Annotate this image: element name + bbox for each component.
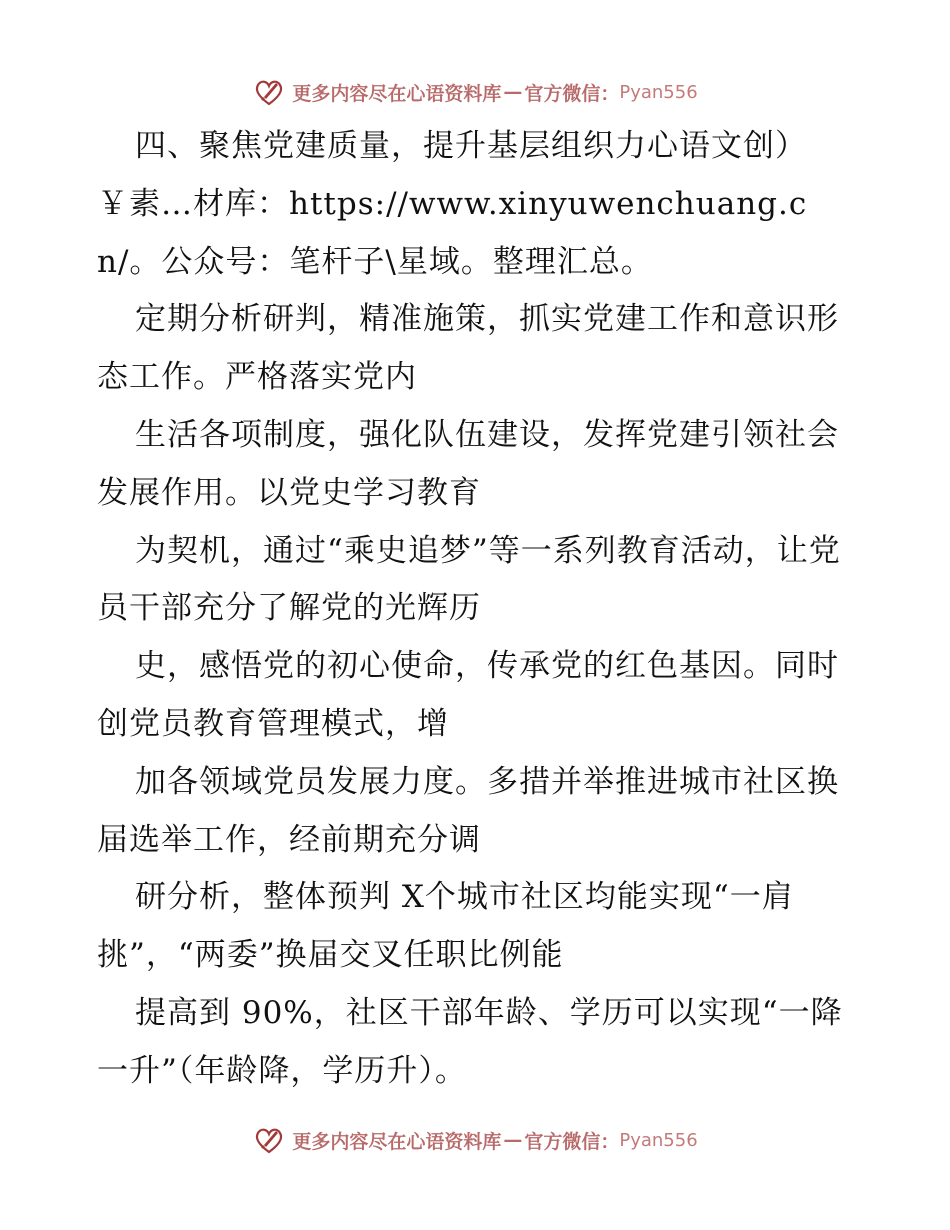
paragraph-1: 四、聚焦党建质量，提升基层组织力心语文创）￥素…材库：https://www.xinyuwenchuang.cn/。公众号：笔杆子\星域。整理汇总。 <box>97 128 808 280</box>
banner-wechat-id: Pyan556 <box>619 81 698 103</box>
paragraph-6: 加各领域党员发展力度。多措并举推进城市社区换届选举工作，经前期充分调 <box>97 763 839 858</box>
footer-watermark-banner <box>0 1120 950 1160</box>
paragraph-3: 生活各项制度，强化队伍建设，发挥党建引领社会发展作用。以党史学习教育 <box>97 416 839 511</box>
banner-wechat-label: 官方微信： <box>524 82 620 105</box>
banner-wechat-id: Pyan556 <box>619 1129 698 1151</box>
paragraph-8: 提高到 90%，社区干部年龄、学历可以实现“一降一升”（年龄降，学历升）。 <box>97 994 843 1089</box>
paragraph-7: 研分析，整体预判 X个城市社区均能实现“一肩挑”，“两委”换届交叉任职比例能 <box>97 879 794 974</box>
banner-chinese-text: 更多内容尽在心语资料库 <box>292 1130 502 1153</box>
banner-wechat-label: 官方微信： <box>524 1130 620 1153</box>
header-watermark-banner <box>0 72 950 112</box>
heart-pen-logo-icon <box>252 75 286 109</box>
banner-chinese-text: 更多内容尽在心语资料库 <box>292 82 502 105</box>
paragraph-5: 史，感悟党的初心使命，传承党的红色基因。同时创党员教育管理模式，增 <box>97 648 839 742</box>
banner-separator: — <box>503 1129 523 1151</box>
banner-separator: — <box>503 81 523 103</box>
paragraph-2: 定期分析研判，精准施策，抓实党建工作和意识形态工作。严格落实党内 <box>97 301 839 396</box>
document-body <box>97 118 857 1101</box>
heart-pen-logo-icon <box>252 1123 286 1157</box>
paragraph-4: 为契机，通过“乘史追梦”等一系列教育活动，让党员干部充分了解党的光辉历 <box>97 532 841 627</box>
